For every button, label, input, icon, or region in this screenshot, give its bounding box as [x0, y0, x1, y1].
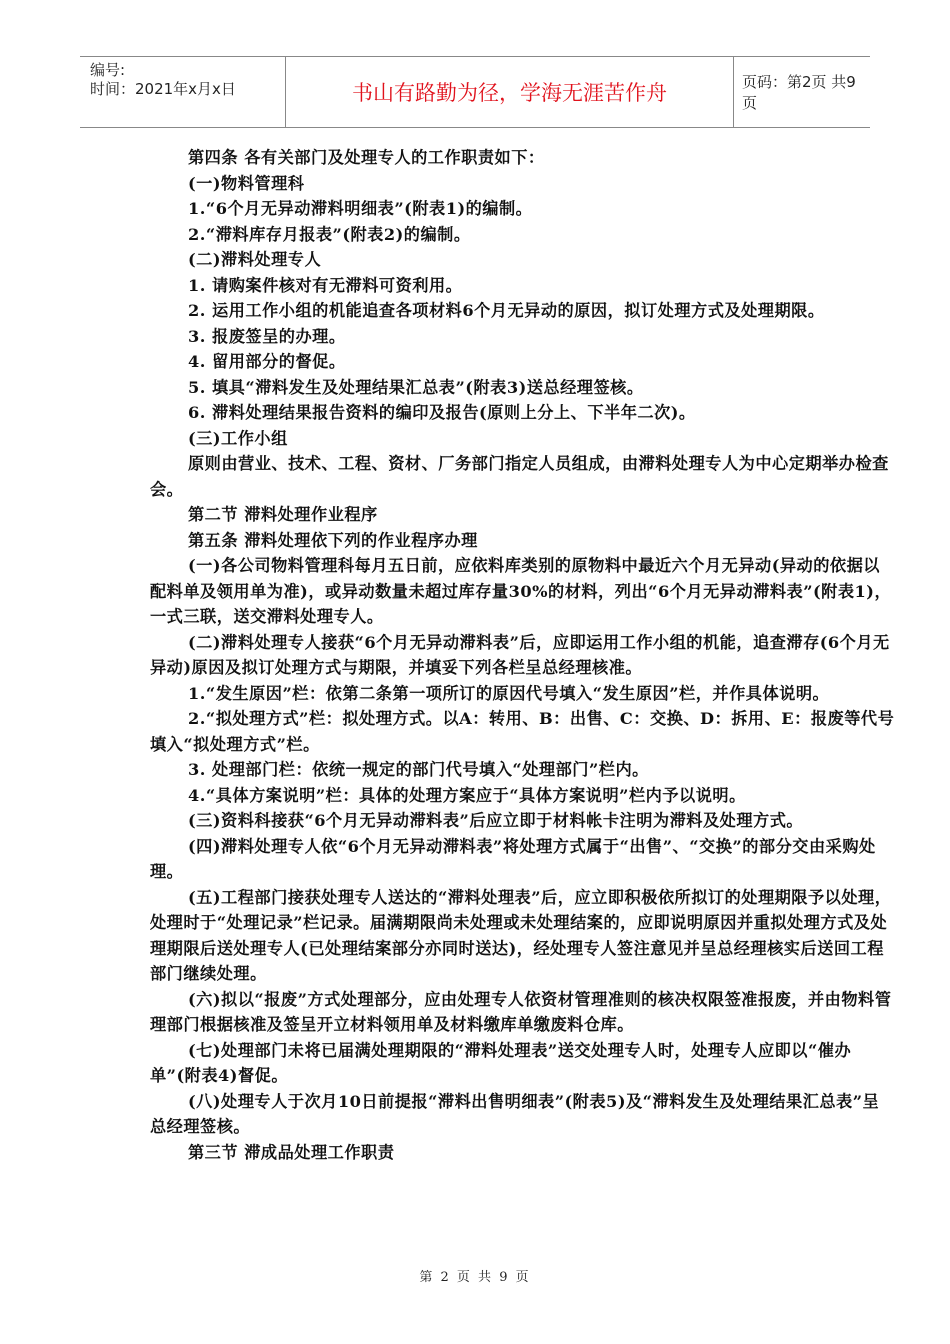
body-paragraph: 1.“发生原因”栏：依第二条第一项所订的原因代号填入“发生原因”栏，并作具体说明。: [188, 683, 830, 703]
body-paragraph: (二)滞料处理专人: [188, 250, 322, 269]
page-footer: 第 2 页 共 9 页: [419, 1270, 531, 1285]
body-paragraph: 3. 报废签呈的办理。: [188, 326, 346, 346]
body-paragraph: (三)资料科接获“6个月无异动滞料表”后应立即于材料帐卡注明为滞料及处理方式。: [188, 811, 804, 830]
body-paragraph: (七)处理部门未将已届满处理期限的“滞料处理表”送交处理专人时，处理专人应即以“催办单”(附表4)督促。: [150, 1040, 852, 1085]
body-paragraph: 2. 运用工作小组的机能追查各项材料6个月无异动的原因，拟订处理方式及处理期限。: [188, 301, 825, 320]
body-paragraph: (五)工程部门接获处理专人送达的“滞料处理表”后，应立即积极依所拟订的处理期限予以处理，处理时于“处理记录”栏记录。届满期限尚未处理或未处理结案的，应即说明原因并重拟处理方式及处理期限后送处理专人(已处理结案部分亦同时送达)，经处理专人签注意见并呈总经理核实后送回工程部门继续处理。: [150, 887, 892, 983]
document-body: [150, 145, 895, 1165]
body-paragraph: (四)滞料处理专人依“6个月无异动滞料表”将处理方式属于“出售”、“交换”的部分交由采购处理。: [150, 836, 876, 881]
body-paragraph: 原则由营业、技术、工程、资材、厂务部门指定人员组成，由滞料处理专人为中心定期举办检查会。: [150, 454, 889, 499]
body-paragraph: (三)工作小组: [188, 428, 288, 448]
body-paragraph: (一)各公司物料管理科每月五日前，应依料库类别的原物料中最近六个月无异动(异动的依据以配料单及领用单为准)，或异动数量未超过库存量30%的材料，列出“6个月无异动滞料表”(附表1)，一式三联，送交滞料处理专人。: [150, 556, 892, 626]
body-paragraph: 第三节 滞成品处理工作职责: [188, 1142, 395, 1162]
body-paragraph: 1.“6个月无异动滞料明细表”(附表1)的编制。: [188, 199, 533, 218]
body-paragraph: (一)物料管理科: [188, 173, 305, 193]
body-paragraph: 第二节 滞料处理作业程序: [188, 505, 378, 524]
body-paragraph: (八)处理专人于次月10日前提报“滞料出售明细表”(附表5)及“滞料发生及处理结果汇总表”呈总经理签核。: [150, 1091, 880, 1136]
body-paragraph: 4. 留用部分的督促。: [188, 352, 346, 371]
body-paragraph: 2.“拟处理方式”栏：拟处理方式。以A：转用、B：出售、C：交换、D：拆用、E：报废等代号填入“拟处理方式”栏。: [150, 709, 895, 754]
body-paragraph: 1. 请购案件核对有无滞料可资利用。: [188, 275, 463, 295]
header-motto: 书山有路勤为径，学海无涯苦作舟: [285, 57, 734, 127]
body-paragraph: 5. 填具“滞料发生及处理结果汇总表”(附表3)送总经理签核。: [188, 377, 644, 397]
body-paragraph: 2.“滞料库存月报表”(附表2)的编制。: [188, 224, 471, 244]
header-page-label: 页码：第2页 共9页: [742, 73, 856, 112]
header-meta: [80, 57, 285, 127]
body-paragraph: 第五条 滞料处理依下列的作业程序办理: [188, 530, 478, 550]
body-paragraph: 6. 滞料处理结果报告资料的编印及报告(原则上分上、下半年二次)。: [188, 403, 696, 422]
body-paragraph: (六)拟以“报废”方式处理部分，应由处理专人依资材管理准则的核决权限签准报废，并由物料管理部门根据核准及签呈开立材料领用单及材料缴库单缴废料仓库。: [150, 989, 892, 1034]
body-paragraph: (二)滞料处理专人接获“6个月无异动滞料表”后，应即运用工作小组的机能，追查滞存(6个月无异动)原因及拟订处理方式与期限，并填妥下列各栏呈总经理核准。: [150, 632, 890, 677]
document-time-label: 时间：2021年x月x日: [90, 80, 236, 98]
document-number-label: 编号:: [90, 61, 126, 79]
body-paragraph: 4.“具体方案说明”栏：具体的处理方案应于“具体方案说明”栏内予以说明。: [188, 785, 746, 805]
body-paragraph: 第四条 各有关部门及处理专人的工作职责如下：: [188, 148, 545, 167]
page-header: [80, 56, 870, 128]
body-paragraph: 3. 处理部门栏：依统一规定的部门代号填入“处理部门”栏内。: [188, 760, 649, 779]
